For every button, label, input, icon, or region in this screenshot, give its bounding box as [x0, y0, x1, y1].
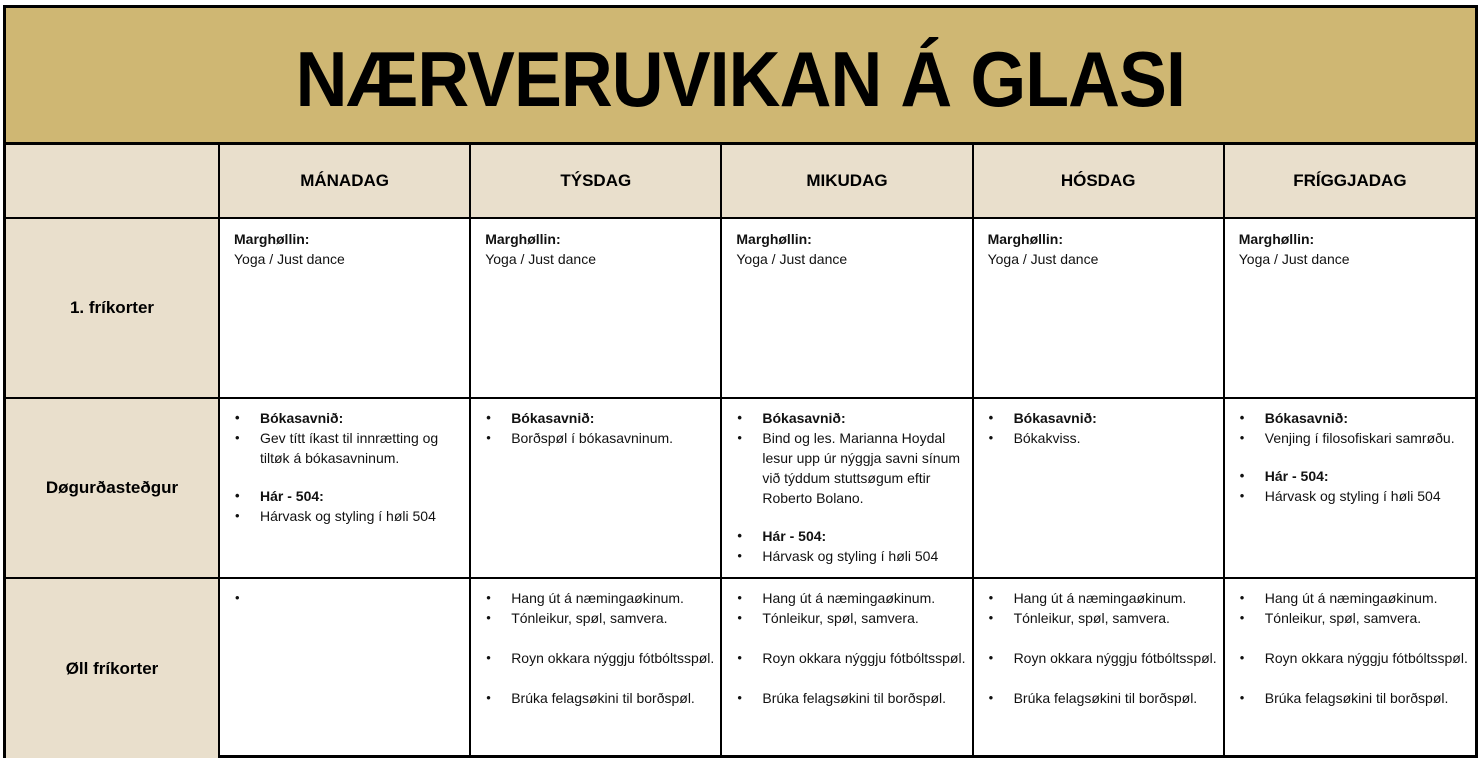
list-item: • Hár - 504: — [736, 526, 965, 546]
row-label: 1. fríkorter — [6, 218, 219, 398]
list-item: • Borðspøl í bókasavninum. — [485, 428, 714, 448]
cell-heading: Marghøllin: — [987, 231, 1063, 247]
list-item: • Tónleikur, spøl, samvera. — [1239, 608, 1469, 628]
schedule-cell — [1224, 398, 1475, 578]
list-item: • Hárvask og styling í høli 504 — [736, 546, 965, 566]
list-item: • Hang út á næmingaøkinum. — [485, 588, 714, 608]
list-item: • Bókakviss. — [988, 428, 1217, 448]
list-item: • Tónleikur, spøl, samvera. — [988, 608, 1217, 628]
day-header-tuesday: TÝSDAG — [470, 145, 721, 218]
list-item: • Gev títt íkast til innrætting og tiltøk á bókasavninum. — [234, 428, 463, 468]
list-item: • Tónleikur, spøl, samvera. — [485, 608, 714, 628]
row-label: Øll fríkorter — [6, 578, 219, 758]
day-header-row — [6, 145, 1475, 218]
cell-text: Yoga / Just dance — [736, 251, 848, 267]
list-item: • Hárvask og styling í høli 504 — [234, 506, 463, 526]
list-item: • Royn okkara nýggju fótbóltsspøl. — [1239, 648, 1469, 668]
schedule-document — [3, 5, 1478, 758]
title-banner — [6, 8, 1475, 145]
day-header-thursday: HÓSDAG — [973, 145, 1224, 218]
list-item: • Hang út á næmingaøkinum. — [1239, 588, 1469, 608]
list-item: • Hár - 504: — [234, 486, 463, 506]
schedule-cell — [219, 218, 470, 398]
schedule-cell — [973, 218, 1224, 398]
row-label: Døgurðasteðgur — [6, 398, 219, 578]
schedule-cell — [219, 398, 470, 578]
list-item: • Hang út á næmingaøkinum. — [988, 588, 1217, 608]
cell-heading: Marghøllin: — [1238, 231, 1315, 247]
cell-text: Yoga / Just dance — [234, 251, 345, 267]
schedule-cell — [1224, 218, 1475, 398]
list-item: • Royn okkara nýggju fótbóltsspøl. — [485, 648, 714, 668]
schedule-cell — [1224, 578, 1475, 758]
schedule-cell — [973, 578, 1224, 758]
day-header-wednesday: MIKUDAG — [721, 145, 972, 218]
cell-text: Yoga / Just dance — [987, 251, 1099, 267]
list-item: • Hár - 504: — [1239, 466, 1469, 486]
cell-heading: Marghøllin: — [485, 231, 561, 247]
cell-text: Yoga / Just dance — [1238, 251, 1350, 267]
list-item: • Brúka felagsøkini til borðspøl. — [736, 688, 965, 708]
schedule-cell — [470, 578, 721, 758]
list-item: • Royn okkara nýggju fótbóltsspøl. — [988, 648, 1217, 668]
corner-cell — [6, 145, 219, 218]
list-item: • Brúka felagsøkini til borðspøl. — [988, 688, 1217, 708]
schedule-cell — [219, 578, 470, 758]
schedule-cell — [470, 398, 721, 578]
list-item: • Bind og les. Marianna Hoydal lesur upp úr nýggja savni sínum við týddum stuttsøgum eftir Roberto Bolano. — [736, 428, 965, 508]
cell-text: Yoga / Just dance — [485, 251, 596, 267]
table-row — [6, 218, 1475, 398]
list-item: • Bókasavnið: — [485, 408, 714, 428]
page-title: NÆRVERUVIKAN Á GLASI — [295, 34, 1186, 123]
schedule-cell — [721, 398, 972, 578]
schedule-cell — [721, 578, 972, 758]
list-item: • Brúka felagsøkini til borðspøl. — [1239, 688, 1469, 708]
schedule-table — [6, 145, 1475, 758]
list-item: • Tónleikur, spøl, samvera. — [736, 608, 965, 628]
list-item: • Venjing í filosofiskari samrøðu. — [1239, 428, 1469, 448]
list-item: • Brúka felagsøkini til borðspøl. — [485, 688, 714, 708]
schedule-cell — [973, 398, 1224, 578]
table-row — [6, 578, 1475, 758]
list-item: • Hárvask og styling í høli 504 — [1239, 486, 1469, 506]
list-item: • Bókasavnið: — [988, 408, 1217, 428]
list-item — [234, 588, 463, 608]
list-item: • Bókasavnið: — [1239, 408, 1469, 428]
day-header-friday: FRÍGGJADAG — [1224, 145, 1475, 218]
list-item: • Royn okkara nýggju fótbóltsspøl. — [736, 648, 965, 668]
list-item: • Hang út á næmingaøkinum. — [736, 588, 965, 608]
cell-heading: Marghøllin: — [736, 231, 812, 247]
table-row — [6, 398, 1475, 578]
list-item: • Bókasavnið: — [234, 408, 463, 428]
cell-heading: Marghøllin: — [234, 231, 310, 247]
schedule-cell — [470, 218, 721, 398]
day-header-monday: MÁNADAG — [219, 145, 470, 218]
schedule-cell — [721, 218, 972, 398]
list-item: • Bókasavnið: — [736, 408, 965, 428]
